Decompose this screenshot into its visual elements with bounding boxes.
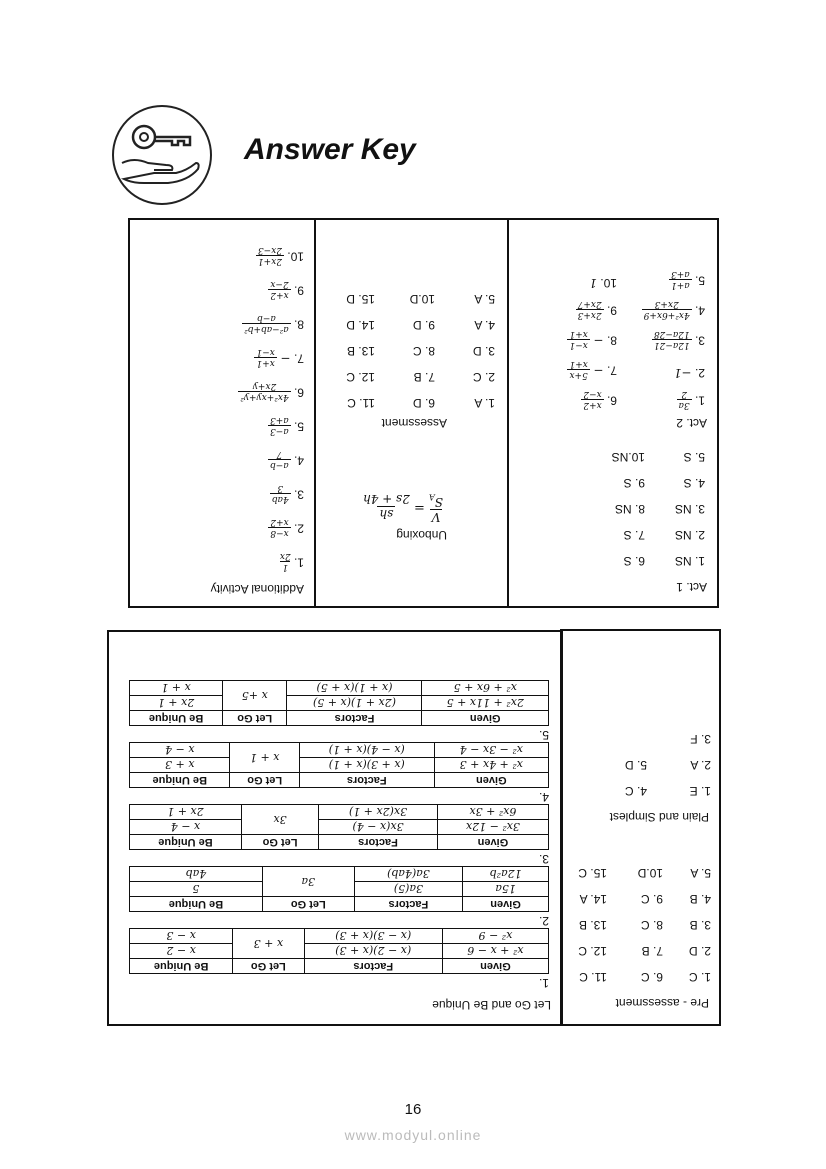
- watermark: www.modyul.online: [344, 1127, 482, 1143]
- let-go-item-number: 5.: [538, 728, 549, 742]
- let-go-title: Let Go and Be Unique: [432, 998, 551, 1012]
- table-header: Given: [437, 835, 548, 850]
- panel-unboxing-assessment: [314, 218, 509, 608]
- table-header: Be Unique: [130, 959, 233, 974]
- table-header: Be Unique: [130, 897, 263, 912]
- act2-answer: 6. x+2 x−2: [583, 389, 617, 410]
- pre-assessment-answer: 11. C: [579, 970, 607, 984]
- let-go-cell: x +5: [223, 681, 287, 711]
- act1-answer: 10.NS: [611, 450, 645, 464]
- given-cell: x² + 4x + 3: [434, 758, 548, 773]
- plain-simplest-title: Plain and Simplest: [609, 810, 709, 824]
- act2-answer: 7. − 5+x x+1: [569, 359, 617, 380]
- assessment-answer: 7. B: [413, 370, 435, 384]
- pre-assessment-answer: 5. A: [690, 866, 711, 880]
- be-unique-cell: x − 4: [130, 743, 230, 758]
- act1-answer: 4. S: [683, 476, 705, 490]
- table-row: [130, 882, 549, 897]
- additional-activity-answer: 1. 1 2x: [279, 551, 304, 572]
- assessment-answer: 6. D: [412, 396, 435, 410]
- unboxing-formula: V $S_A$ = sh 2s + 4h: [362, 492, 443, 524]
- pre-assessment-answer: 12. C: [578, 944, 607, 958]
- act2-answer: 9. 2x+3 2x+7: [577, 299, 617, 320]
- table-row: [130, 696, 549, 711]
- table-header: Given: [463, 897, 549, 912]
- assessment-answer: 4. A: [474, 318, 495, 332]
- be-unique-cell: x − 3: [130, 929, 233, 944]
- table-header: Let Go: [223, 711, 287, 726]
- panel-pre-assessment: [560, 629, 721, 1026]
- be-unique-cell: 2x + 1: [130, 696, 223, 711]
- act2-answer: 8. − x−1 x+1: [569, 329, 617, 350]
- act1-answer: 9. S: [623, 476, 645, 490]
- let-go-item-number: 1.: [538, 976, 549, 990]
- factors-cell: 3x(2x + 1): [319, 805, 438, 820]
- key-in-hand-icon: [112, 105, 212, 205]
- additional-activity-answer: 9. x+2 2−x: [270, 279, 304, 300]
- unboxing-title: Unboxing: [396, 528, 447, 542]
- be-unique-cell: x + 1: [130, 681, 223, 696]
- assessment-answer: 15. D: [346, 292, 375, 306]
- table-header: Let Go: [241, 835, 318, 850]
- given-cell: x² + x − 6: [442, 944, 548, 959]
- table-row: [130, 944, 549, 959]
- assessment-answer: 3. D: [472, 344, 495, 358]
- assessment-answer: 5. A: [474, 292, 495, 306]
- assessment-answer: 9. D: [412, 318, 435, 332]
- assessment-answer: 10.D: [409, 292, 435, 306]
- table-header: Let Go: [230, 773, 299, 788]
- given-cell: x² − 3x − 4: [434, 743, 548, 758]
- act1-answer: 2. NS: [674, 528, 705, 542]
- act2-title: Act. 2: [676, 416, 707, 430]
- pre-assessment-answer: 3. B: [689, 918, 711, 932]
- assessment-answer: 2. C: [472, 370, 495, 384]
- given-cell: x² + 6x + 5: [422, 681, 549, 696]
- factors-cell: (x − 3)(x + 3): [304, 929, 442, 944]
- table-row: [130, 805, 549, 820]
- act2-answer: 5. a+1 a+3: [671, 269, 705, 290]
- assessment-answer: 12. C: [346, 370, 375, 384]
- act1-answer: 7. S: [623, 528, 645, 542]
- pre-assessment-answer: 10.D: [637, 866, 663, 880]
- let-go-item-number: 3.: [538, 852, 549, 866]
- table-header: Be Unique: [130, 835, 242, 850]
- additional-activity-answer: 5. a−3 a+3: [270, 415, 304, 436]
- pre-assessment-answer: 4. B: [689, 892, 711, 906]
- be-unique-cell: x − 2: [130, 944, 233, 959]
- pre-assessment-answer: 6. C: [640, 970, 663, 984]
- factors-cell: (2x + 1)(x + 5): [287, 696, 422, 711]
- table-row: [130, 743, 549, 758]
- table-header: Be Unique: [130, 711, 223, 726]
- panel-additional-activity: [128, 218, 316, 608]
- be-unique-cell: x + 3: [130, 758, 230, 773]
- let-go-item-number: 2.: [538, 914, 549, 928]
- additional-activity-answer: 8. a²−ab+b² a−b: [244, 313, 304, 334]
- be-unique-cell: x − 4: [130, 820, 242, 835]
- act1-answer: 6. S: [623, 554, 645, 568]
- let-go-cell: 3a: [262, 867, 354, 897]
- assessment-title: Assessment: [381, 416, 447, 430]
- act2-answer: 1. 3a 2: [678, 389, 705, 410]
- given-cell: 6x² + 3x: [437, 805, 548, 820]
- assessment-answer: 8. C: [412, 344, 435, 358]
- factors-cell: (x + 3)(x + 1): [299, 758, 434, 773]
- additional-activity-answer: 10. 2x+1 2x−3: [257, 245, 304, 266]
- table-row: [130, 929, 549, 944]
- pre-assessment-answer: 1. C: [688, 970, 711, 984]
- pre-assessment-answer: 13. B: [578, 918, 607, 932]
- table-header: Be Unique: [130, 773, 230, 788]
- plain-simplest-answer: 2. A: [690, 758, 711, 772]
- pre-assessment-answer: 9. C: [640, 892, 663, 906]
- let-go-table: [129, 742, 549, 788]
- act1-answer: 5. S: [683, 450, 705, 464]
- page-title: Answer Key: [244, 133, 416, 166]
- let-go-cell: x + 3: [233, 929, 304, 959]
- table-header: Factors: [354, 897, 462, 912]
- given-cell: 3x² − 12x: [437, 820, 548, 835]
- additional-activity-title: Additional Activity: [210, 582, 304, 596]
- act2-answer: 2. −1: [673, 366, 705, 380]
- factors-cell: 3x(x − 4): [319, 820, 438, 835]
- panel-let-go-be-unique: [107, 630, 563, 1026]
- factors-cell: (x + 1)(x + 5): [287, 681, 422, 696]
- table-header: Factors: [299, 773, 434, 788]
- let-go-table: [129, 928, 549, 974]
- pre-assessment-answer: 14. A: [579, 892, 607, 906]
- additional-activity-answer: 2. x−8 x+2: [270, 517, 304, 538]
- additional-activity-answer: 6. 4x²+xy+y² 2x+y: [240, 381, 304, 402]
- plain-simplest-answer: 1. E: [689, 784, 711, 798]
- table-row: [130, 758, 549, 773]
- given-cell: 2x² + 11x + 5: [422, 696, 549, 711]
- be-unique-cell: 2x + 1: [130, 805, 242, 820]
- factors-cell: 3a(4ab): [354, 867, 462, 882]
- given-cell: 12a²b: [463, 867, 549, 882]
- act1-answer: 3. NS: [674, 502, 705, 516]
- table-header: Let Go: [233, 959, 304, 974]
- table-header: Factors: [319, 835, 438, 850]
- table-header: Factors: [287, 711, 422, 726]
- let-go-cell: x + 1: [230, 743, 299, 773]
- pre-assessment-answer: 7. B: [641, 944, 663, 958]
- be-unique-cell: 4ab: [130, 867, 263, 882]
- assessment-answer: 13. B: [346, 344, 375, 358]
- let-go-cell: 3x: [241, 805, 318, 835]
- assessment-answer: 11. C: [347, 396, 375, 410]
- act1-answer: 8. NS: [614, 502, 645, 516]
- be-unique-cell: 5: [130, 882, 263, 897]
- assessment-answer: 14. D: [346, 318, 375, 332]
- let-go-table: [129, 866, 549, 912]
- table-row: [130, 681, 549, 696]
- page-number: 16: [404, 1101, 422, 1118]
- plain-simplest-answer: 3. F: [690, 732, 711, 746]
- act1-title: Act. 1: [676, 580, 707, 594]
- factors-cell: 3a(5): [354, 882, 462, 897]
- table-header: Given: [442, 959, 548, 974]
- plain-simplest-answer: 5. D: [624, 758, 647, 772]
- let-go-table: [129, 804, 549, 850]
- plain-simplest-answer: 4. C: [624, 784, 647, 798]
- additional-activity-answer: 7. − x+1 x−1: [256, 347, 304, 368]
- table-header: Let Go: [262, 897, 354, 912]
- table-header: Factors: [304, 959, 442, 974]
- factors-cell: (x − 4)(x + 1): [299, 743, 434, 758]
- pre-assessment-answer: 15. C: [578, 866, 607, 880]
- pre-assessment-answer: 8. C: [640, 918, 663, 932]
- act1-answer: 1. NS: [674, 554, 705, 568]
- act2-answer: 3. 12a−21 12a−28: [653, 329, 705, 350]
- given-cell: x² − 9: [442, 929, 548, 944]
- table-row: [130, 820, 549, 835]
- given-cell: 15a: [463, 882, 549, 897]
- pre-assessment-title: Pre - assessment: [615, 996, 709, 1010]
- table-header: Given: [422, 711, 549, 726]
- additional-activity-answer: 3. 4ab 3: [271, 483, 304, 504]
- pre-assessment-answer: 2. D: [688, 944, 711, 958]
- let-go-item-number: 4.: [538, 790, 549, 804]
- table-header: Given: [434, 773, 548, 788]
- let-go-table: [129, 680, 549, 726]
- act2-answer: 10. 1: [589, 276, 617, 290]
- factors-cell: (x − 2)(x + 3): [304, 944, 442, 959]
- additional-activity-answer: 4. a−b 7: [269, 449, 304, 470]
- act2-answer: 4. 4x²+6x+9 2x+3: [643, 299, 705, 320]
- assessment-answer: 1. A: [474, 396, 495, 410]
- panel-activities: [507, 218, 719, 608]
